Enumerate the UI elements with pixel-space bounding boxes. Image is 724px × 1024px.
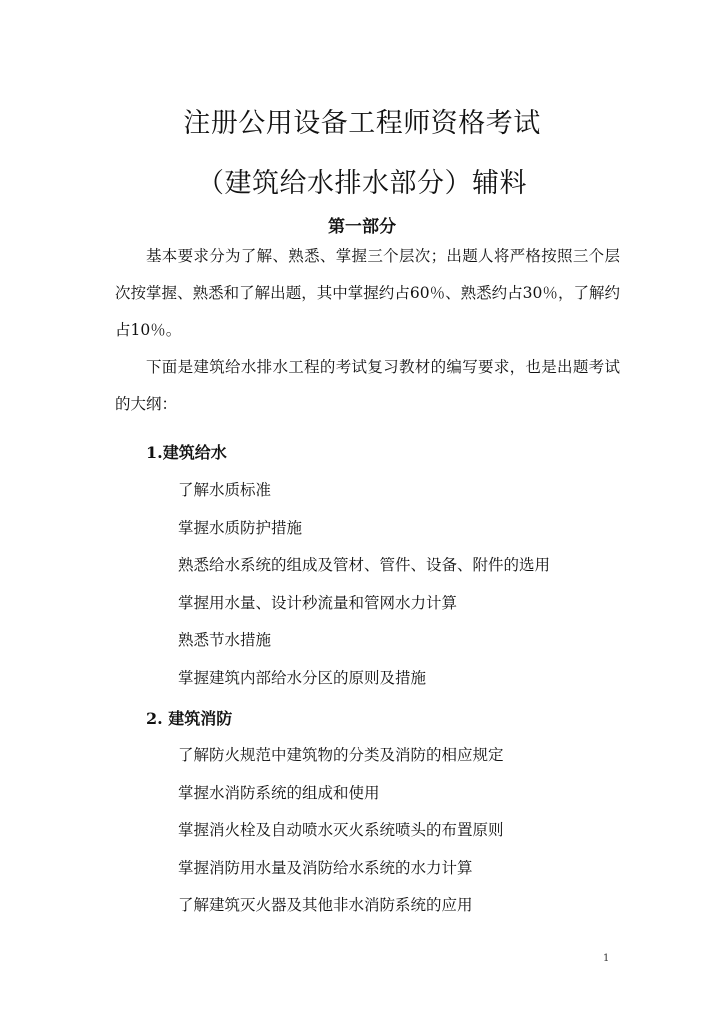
fire-protection-list <box>178 743 504 931</box>
list-item: 了解水质标准 <box>178 481 272 499</box>
paragraph-outline-intro: 下面是建筑给水排水工程的考试复习教材的编写要求，也是出题考试的大纲： <box>115 358 620 413</box>
list-item: 了解防火规范中建筑物的分类及消防的相应规定 <box>178 746 504 764</box>
list-item: 掌握消火栓及自动喷水灭火系统喷头的布置原则 <box>178 821 504 839</box>
list-item: 掌握水消防系统的组成和使用 <box>178 783 380 802</box>
list-item: 掌握水质防护措施 <box>178 518 303 537</box>
list-item: 掌握消防用水量及消防给水系统的水力计算 <box>178 858 473 877</box>
section-title-water-supply: 1.建筑给水 <box>146 443 227 462</box>
part-heading: 第一部分 <box>328 217 396 237</box>
document-title: 注册公用设备工程师资格考试 <box>183 108 541 139</box>
list-item: 掌握建筑内部给水分区的原则及措施 <box>178 668 427 687</box>
list-item: 熟悉给水系统的组成及管材、管件、设备、附件的选用 <box>178 556 551 574</box>
list-item: 了解建筑灭火器及其他非水消防系统的应用 <box>178 896 473 914</box>
list-item: 掌握用水量、设计秒流量和管网水力计算 <box>178 593 458 612</box>
list-item: 熟悉节水措施 <box>178 631 272 649</box>
document-subtitle: （建筑给水排水部分）辅料 <box>197 168 527 199</box>
paragraph-requirements: 基本要求分为了解、熟悉、掌握三个层次；出题人将严格按照三个层次按掌握、熟悉和了解出题，其中掌握约占60％、熟悉约占30％，了解约占10％。 <box>115 247 620 339</box>
water-supply-list <box>178 478 550 703</box>
section-title-fire-protection: 2. 建筑消防 <box>146 709 233 728</box>
page-number: 1 <box>603 953 610 964</box>
